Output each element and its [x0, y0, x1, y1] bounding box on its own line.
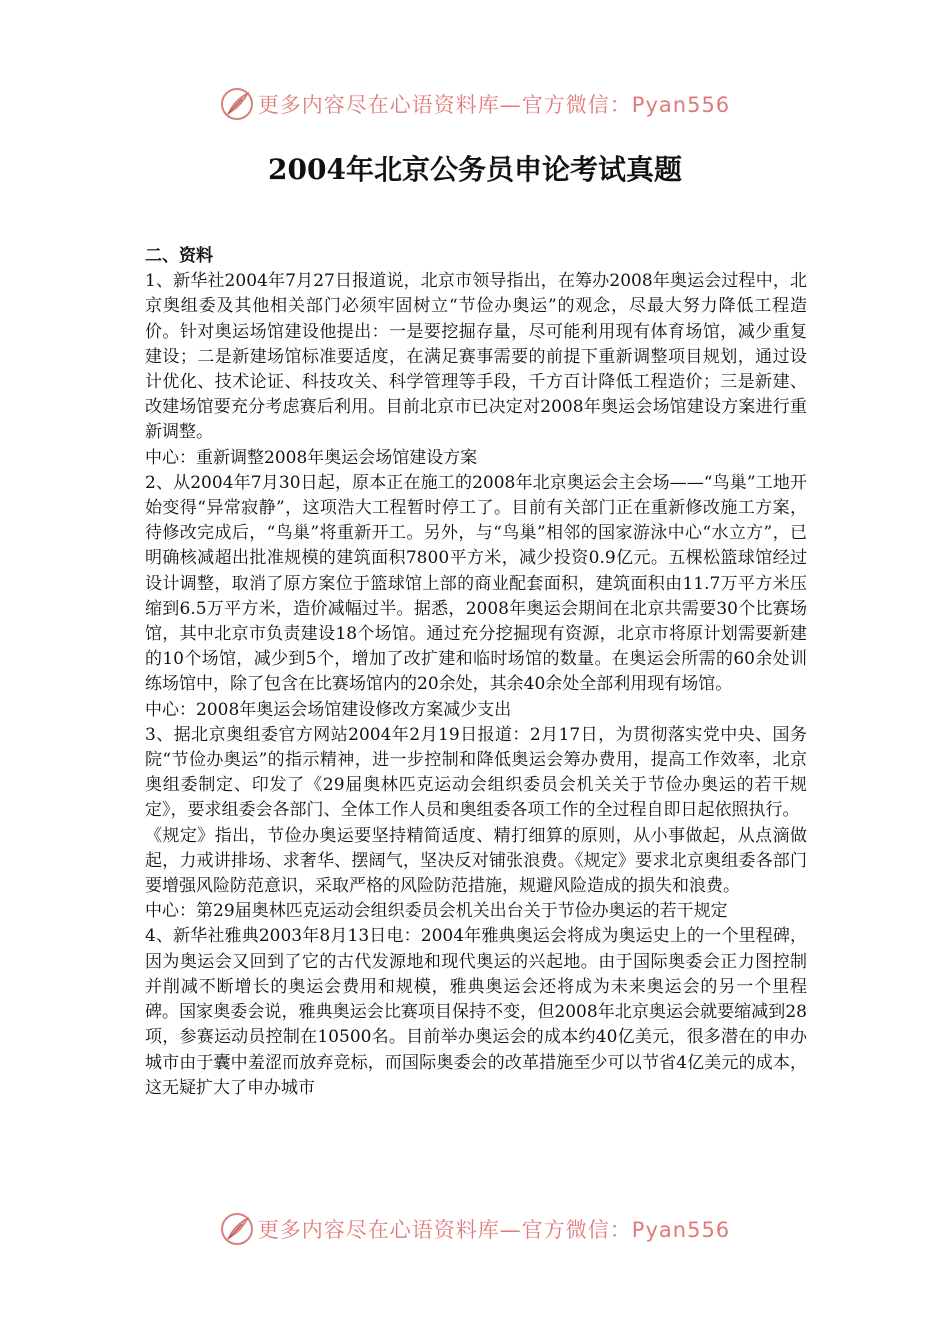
watermark-banner-bottom: [0, 1209, 950, 1249]
paragraph: 4、新华社雅典2003年8月13日电：2004年雅典奥运会将成为奥运史上的一个里程碑，因为奥运会又回到了它的古代发源地和现代奥运的兴起地。由于国际奥委会正力图控制并削减不断增长的奥运会费用和规模，雅典奥运会还将成为未来奥运会的另一个里程碑。国家奥委会说，雅典奥运会比赛项目保持不变，但2008年北京奥运会就要缩减到28项，参赛运动员控制在10500名。目前举办奥运会的成本约40亿美元，很多潜在的申办城市由于囊中羞涩而放弃竞标，而国际奥委会的改革措施至少可以节省4亿美元的成本，这无疑扩大了申办城市: [145, 926, 807, 1098]
paragraph: 中心：第29届奥林匹克运动会组织委员会机关出台关于节俭办奥运的若干规定: [145, 901, 728, 922]
watermark-text: 更多内容尽在心语资料库—官方微信：Pyan556: [257, 1218, 731, 1242]
paragraph: 中心：2008年奥运会场馆建设修改方案减少支出: [145, 699, 512, 720]
document-body: [145, 244, 807, 1101]
paragraph: 3、据北京奥组委官方网站2004年2月19日报道：2月17日，为贯彻落实党中央、国务院“节俭办奥运”的指示精神，进一步控制和降低奥运会筹办费用，提高工作效率，北京奥组委制定、印发了《29届奥林匹克运动会组织委员会机关关于节俭办奥运的若干规定》，要求组委会各部门、全体工作人员和奥组委各项工作的全过程自即日起依照执行。: [145, 724, 807, 821]
feather-logo-icon: [220, 1212, 254, 1246]
paragraph: 中心：重新调整2008年奥运会场馆建设方案: [145, 447, 478, 468]
watermark-text: 更多内容尽在心语资料库—官方微信：Pyan556: [257, 93, 731, 117]
watermark-banner-top: [0, 84, 950, 124]
feather-logo-icon: [220, 87, 254, 121]
section-heading: 二、资料: [145, 246, 213, 266]
document-title: 2004年北京公务员申论考试真题: [268, 153, 682, 186]
paragraph: 《规定》指出，节俭办奥运要坚持精简适度、精打细算的原则，从小事做起，从点滴做起，力戒讲排场、求奢华、摆阔气，坚决反对铺张浪费。《规定》要求北京奥组委各部门要增强风险防范意识，采取严格的风险防范措施，规避风险造成的损失和浪费。: [145, 825, 807, 897]
paragraph: 1、新华社2004年7月27日报道说，北京市领导指出，在筹办2008年奥运会过程中，北京奥组委及其他相关部门必须牢固树立“节俭办奥运”的观念，尽最大努力降低工程造价。针对奥运场馆建设他提出：一是要挖掘存量，尽可能利用现有体育场馆，减少重复建设；二是新建场馆标准要适度，在满足赛事需要的前提下重新调整项目规划，通过设计优化、技术论证、科技攻关、科学管理等手段，千方百计降低工程造价；三是新建、改建场馆要充分考虑赛后利用。目前北京市已决定对2008年奥运会场馆建设方案进行重新调整。: [145, 271, 807, 443]
paragraph: 2、从2004年7月30日起，原本正在施工的2008年北京奥运会主会场——“鸟巢”工地开始变得“异常寂静”，这项浩大工程暂时停工了。目前有关部门正在重新修改施工方案，待修改完成后，“鸟巢”将重新开工。另外，与“鸟巢”相邻的国家游泳中心“水立方”，已明确核减超出批准规模的建筑面积7800平方米，减少投资0.9亿元。五棵松篮球馆经过设计调整，取消了原方案位于篮球馆上部的商业配套面积，建筑面积由11.7万平方米压缩到6.5万平方米，造价减幅过半。据悉，2008年奥运会期间在北京共需要30个比赛场馆，其中北京市负责建设18个场馆。通过充分挖掘现有资源，北京市将原计划需要新建的10个场馆，减少到5个，增加了改扩建和临时场馆的数量。在奥运会所需的60余处训练场馆中，除了包含在比赛场馆内的20余处，其余40余处全部利用现有场馆。: [145, 472, 807, 695]
